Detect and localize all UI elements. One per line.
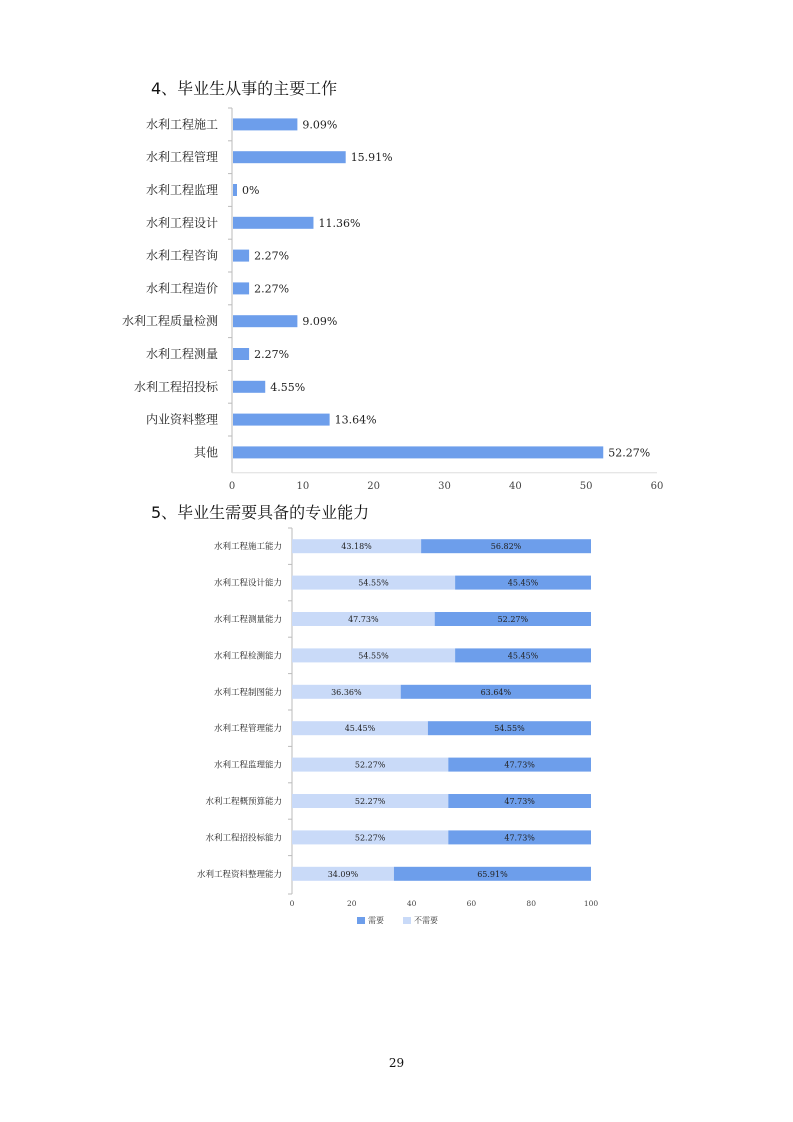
section-5-heading: 5、毕业生需要具备的专业能力 [151,503,370,522]
value-label-needed: 56.82% [490,542,522,552]
category-label: 水利工程施工 [145,117,218,132]
value-label: 13.64% [334,413,377,427]
value-label-needed: 47.73% [504,833,535,843]
main-work-bar-chart [0,100,793,495]
x-tick-label: 30 [438,480,451,492]
x-tick-label: 50 [579,480,593,492]
value-label-not-needed: 52.27% [354,760,386,770]
category-label: 水利工程质量检测 [121,314,218,329]
bar [233,118,297,130]
value-label-needed: 52.27% [497,615,529,624]
category-label: 水利工程监理能力 [213,760,282,771]
value-label-needed: 65.91% [477,869,508,879]
category-label: 水利工程管理 [145,150,218,165]
value-label-needed: 47.73% [504,760,535,770]
category-label: 水利工程施工能力 [213,542,282,553]
category-label: 水利工程测量能力 [213,615,282,625]
value-label: 15.91% [350,151,393,165]
x-tick-label: 10 [296,480,310,492]
category-label: 水利工程管理能力 [213,724,282,735]
value-label: 0% [242,184,260,197]
bar [233,184,237,196]
required-abilities-stacked-chart [0,525,793,940]
bar [233,446,603,458]
category-label: 水利工程概预算能力 [205,797,282,807]
bar [233,315,297,327]
bar [233,348,249,360]
value-label-needed: 47.73% [504,797,535,806]
bar [233,381,265,393]
value-label: 11.36% [318,216,361,230]
category-label: 水利工程监理 [145,183,218,197]
category-label: 水利工程造价 [145,281,218,296]
legend-swatch [357,917,365,924]
x-tick-label: 20 [347,899,357,908]
bar [233,217,313,229]
value-label: 9.09% [302,118,338,132]
x-tick-label: 100 [583,899,599,908]
category-label: 水利工程招投标 [133,379,218,394]
bar [233,151,346,163]
value-label-not-needed: 54.55% [358,578,389,588]
bar [233,282,249,294]
category-label: 内业资料整理 [145,412,218,427]
value-label-not-needed: 47.73% [348,615,379,624]
value-label-not-needed: 52.27% [354,833,386,843]
value-label: 9.09% [302,315,338,329]
legend-label: 不需要 [414,916,438,925]
x-tick-label: 60 [650,480,664,492]
x-tick-label: 20 [367,480,381,492]
value-label-not-needed: 45.45% [344,724,376,734]
value-label: 2.27% [254,282,290,296]
x-tick-label: 60 [466,899,477,908]
value-label-needed: 45.45% [507,651,539,661]
x-tick-label: 0 [289,899,295,908]
section-4-heading: 4、毕业生从事的主要工作 [151,79,338,98]
category-label: 水利工程资料整理能力 [196,869,282,880]
bar [233,250,249,262]
value-label: 52.27% [608,446,651,460]
value-label-not-needed: 36.36% [331,687,362,697]
page-number: 29 [388,1056,405,1070]
value-label-not-needed: 43.18% [341,542,372,552]
value-label-needed: 45.45% [507,578,539,588]
category-label: 水利工程检测能力 [213,651,282,662]
value-label-needed: 63.64% [480,687,512,697]
category-label: 水利工程招投标能力 [205,833,282,844]
category-label: 水利工程制图能力 [213,687,282,698]
category-label: 水利工程咨询 [145,248,218,263]
category-label: 水利工程设计能力 [213,578,282,589]
category-label: 水利工程测量 [145,347,218,361]
legend-label: 需要 [368,916,384,925]
value-label: 4.55% [270,380,306,394]
value-label: 2.27% [254,249,290,263]
x-tick-label: 0 [228,480,236,492]
bar [233,414,330,426]
value-label-needed: 54.55% [494,724,525,734]
legend-swatch [403,917,411,924]
category-label: 水利工程设计 [145,215,218,230]
category-label: 其他 [193,445,218,460]
value-label-not-needed: 52.27% [354,797,386,806]
value-label: 2.27% [254,348,290,361]
value-label-not-needed: 34.09% [327,869,359,879]
value-label-not-needed: 54.55% [358,651,389,661]
x-tick-label: 40 [406,899,417,908]
x-tick-label: 40 [508,480,522,492]
x-tick-label: 80 [526,899,536,908]
